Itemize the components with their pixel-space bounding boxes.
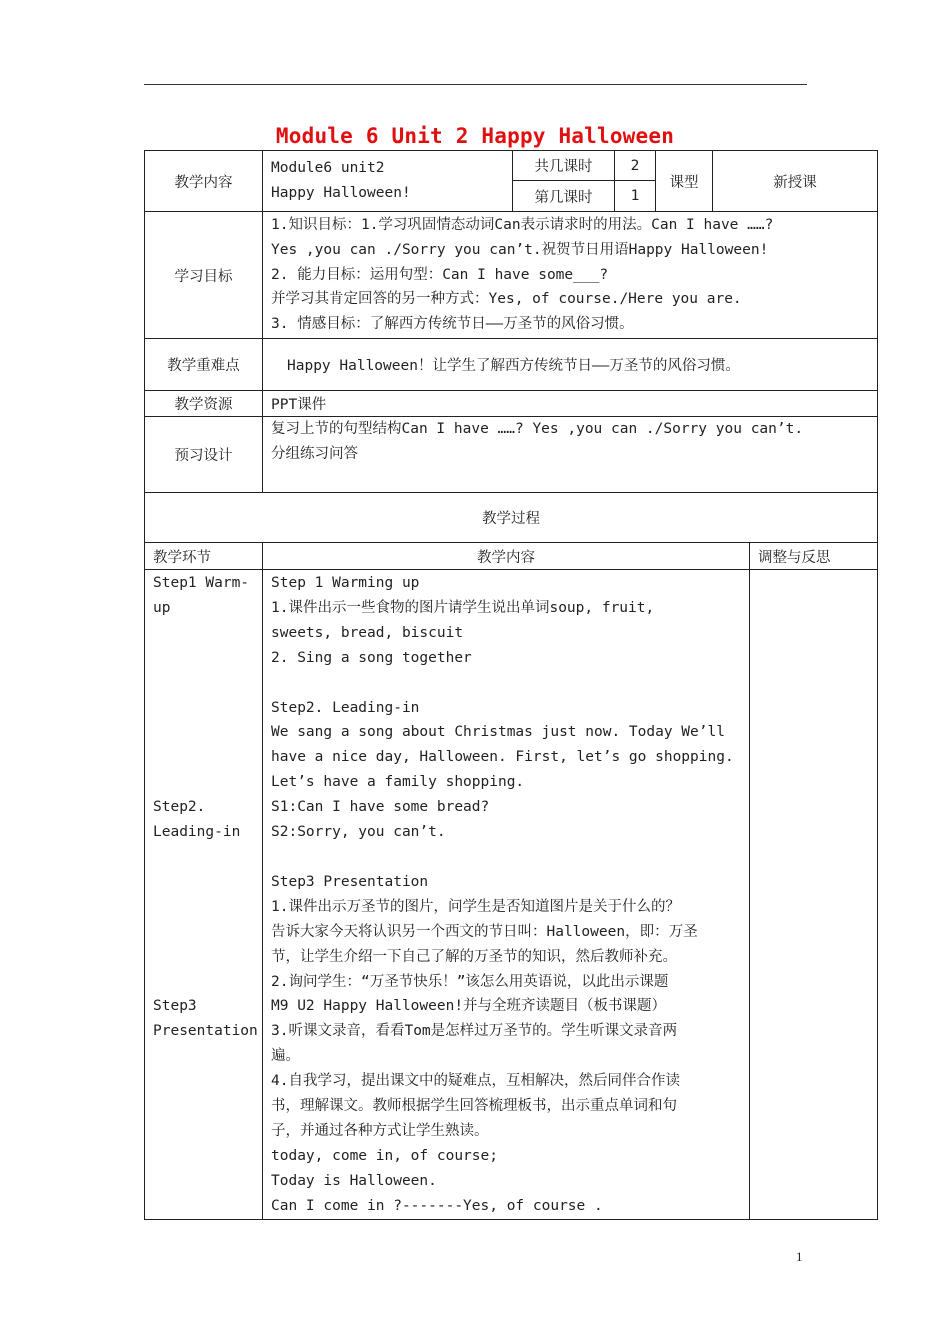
key-points-label: 教学重难点 xyxy=(145,339,263,391)
period-no-label: 第几课时 xyxy=(513,181,615,212)
step-line xyxy=(153,671,262,696)
step-line xyxy=(153,945,262,970)
content-line: S1:Can I have some bread? xyxy=(271,799,490,816)
objective-line: 并学习其肯定回答的另一种方式：Yes, of course./Here you are. xyxy=(271,291,742,308)
lesson-type-label: 课型 xyxy=(656,151,713,212)
page-title: Module 6 Unit 2 Happy Halloween xyxy=(275,124,675,148)
period-no-value: 1 xyxy=(615,181,656,212)
preview-label: 预习设计 xyxy=(145,417,263,493)
column-header-step: 教学环节 xyxy=(145,543,263,570)
step-line: Leading-in xyxy=(153,824,241,841)
step-line xyxy=(153,621,262,646)
objective-line: Yes ,you can ./Sorry you can’t.祝贺节日用语Happy Halloween! xyxy=(271,241,769,258)
preview-line: 复习上节的句型结构Can I have ……? Yes ,you can ./Sorry you can’t. xyxy=(271,421,804,437)
content-line: sweets, bread, biscuit xyxy=(271,624,464,641)
reflection-column xyxy=(750,570,878,1220)
step-line xyxy=(153,745,262,770)
content-line: Can I come in ?-------Yes, of course . xyxy=(271,1197,603,1214)
lesson-type-value: 新授课 xyxy=(713,151,878,212)
content-line: 3.听课文录音，看看Tom是怎样过万圣节的。学生听课文录音两 xyxy=(271,1023,678,1040)
step-line xyxy=(153,970,262,995)
content-line: S2:Sorry, you can’t. xyxy=(271,824,446,841)
objectives-label: 学习目标 xyxy=(145,212,263,339)
teaching-process-table xyxy=(144,492,878,1220)
content-line: 1.课件出示一些食物的图片请学生说出单词soup, fruit, xyxy=(271,599,655,616)
resources-label: 教学资源 xyxy=(145,391,263,417)
content-line: 2.询问学生：“万圣节快乐！”该怎么用英语说，以此出示课题 xyxy=(271,973,669,990)
step-line xyxy=(153,770,262,795)
total-periods-value: 2 xyxy=(615,151,656,181)
column-header-content: 教学内容 xyxy=(263,543,750,570)
content-line: Step 1 Warming up xyxy=(271,575,420,591)
column-header-reflect: 调整与反思 xyxy=(750,543,878,570)
content-label: 教学内容 xyxy=(145,151,263,212)
step-line xyxy=(153,920,262,945)
content-line: Let’s have a family shopping. xyxy=(271,774,525,791)
step-line: Step2. xyxy=(153,799,206,816)
objectives-content xyxy=(263,212,878,339)
content-line: today, come in, of course; xyxy=(271,1147,498,1164)
preview-line: 分组练习问答 xyxy=(271,445,358,462)
content-line: Happy Halloween! xyxy=(271,185,411,201)
content-line: Step2. Leading-in xyxy=(271,699,420,716)
content-line: Step3 Presentation xyxy=(271,873,429,890)
page-number: 1 xyxy=(796,1249,803,1264)
objective-line: 3. 情感目标：了解西方传统节日——万圣节的风俗习惯。 xyxy=(271,316,634,333)
content-line: 书，理解课文。教师根据学生回答梳理板书，出示重点单词和句 xyxy=(271,1098,677,1115)
content-cell xyxy=(263,151,513,212)
step-line xyxy=(153,895,262,920)
step-line: Presentation xyxy=(153,1023,258,1040)
content-line: 1.课件出示万圣节的图片，问学生是否知道图片是关于什么的？ xyxy=(271,898,680,915)
content-line: 2. Sing a song together xyxy=(271,649,472,666)
resources-content: PPT课件 xyxy=(263,391,878,417)
content-line xyxy=(271,671,749,696)
content-line: 子，并通过各种方式让学生熟读。 xyxy=(271,1122,489,1139)
preview-content xyxy=(263,417,878,493)
content-line: 告诉大家今天将认识另一个西文的节日叫：Halloween，即：万圣 xyxy=(271,923,698,940)
content-line xyxy=(271,845,749,870)
step-line xyxy=(153,720,262,745)
content-line: 节，让学生介绍一下自己了解的万圣节的知识，然后教师补充。 xyxy=(271,948,677,965)
content-line: Module6 unit2 xyxy=(271,160,385,177)
lesson-info-table xyxy=(144,150,878,493)
content-line: Today is Halloween. xyxy=(271,1172,437,1189)
content-line: 遍。 xyxy=(271,1048,300,1065)
content-line: have a nice day, Halloween. First, let’s go shopping. xyxy=(271,749,734,766)
step-line: up xyxy=(153,599,171,616)
total-periods-label: 共几课时 xyxy=(513,151,615,181)
step-line: Step3 xyxy=(153,998,197,1015)
key-points-content: Happy Halloween！让学生了解西方传统节日——万圣节的风俗习惯。 xyxy=(263,339,878,391)
content-line: M9 U2 Happy Halloween!并与全班齐读题目（板书课题） xyxy=(271,998,667,1015)
content-line: We sang a song about Christmas just now. Today We’ll xyxy=(271,724,725,741)
objective-line: 2. 能力目标：运用句型：Can I have some___? xyxy=(271,266,609,283)
step-line: Step1 Warm- xyxy=(153,575,250,591)
content-line: 4.自我学习，提出课文中的疑难点，互相解决，然后同伴合作读 xyxy=(271,1073,680,1090)
process-heading: 教学过程 xyxy=(145,493,878,543)
header-rule xyxy=(144,84,807,85)
step-line xyxy=(153,845,262,870)
step-line xyxy=(153,696,262,721)
step-line xyxy=(153,646,262,671)
step-line xyxy=(153,870,262,895)
content-column xyxy=(263,570,750,1220)
step-column xyxy=(145,570,263,1220)
objective-line: 1.知识目标：1.学习巩固情态动词Can表示请求时的用法。Can I have ……? xyxy=(271,216,774,233)
